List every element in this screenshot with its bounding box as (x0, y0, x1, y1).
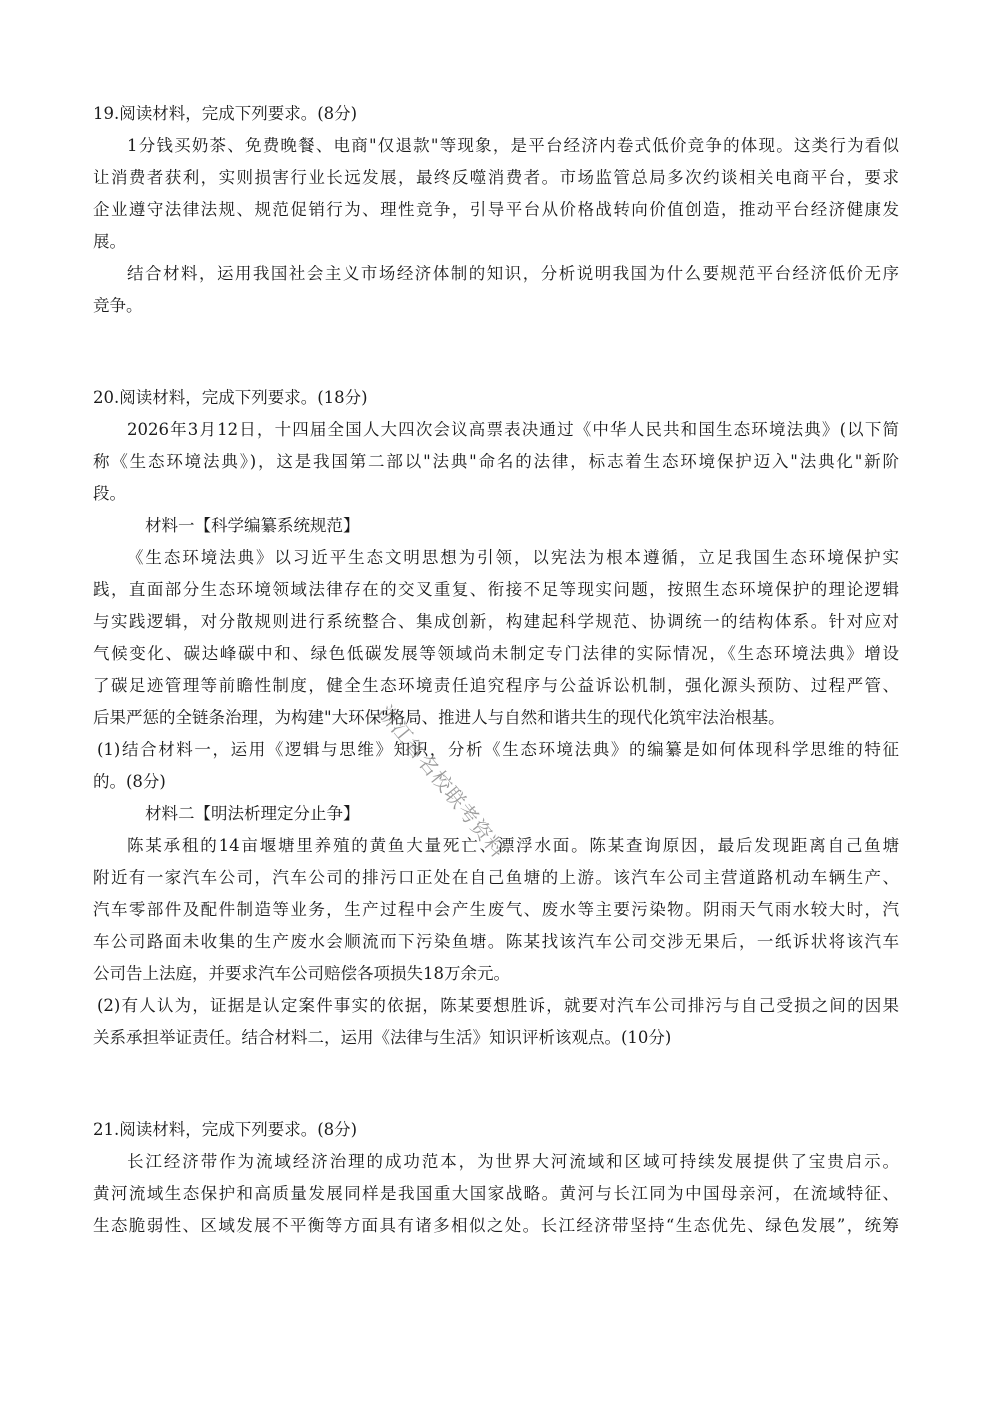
material-1-line: 践，直面部分生态环境领域法律存在的交叉重复、衔接不足等现实问题，按照生态环境保护的理论逻辑 (93, 580, 899, 599)
q20-intro-line: 2026年3月12日，十四届全国人大四次会议高票表决通过《中华人民共和国生态环境法典》(以下简 (127, 420, 899, 439)
material-2-line: 陈某承租的14亩堰塘里养殖的黄鱼大量死亡、漂浮水面。陈某查询原因，最后发现距离自己鱼塘 (127, 836, 899, 855)
material-1-heading: 材料一【科学编纂系统规范】 (145, 516, 360, 535)
material-2-heading: 材料二【明法析理定分止争】 (145, 804, 360, 823)
material-2-line: 公司告上法庭，并要求汽车公司赔偿各项损失18万余元。 (93, 964, 510, 983)
material-1-line: 气候变化、碳达峰碳中和、绿色低碳发展等领域尚未制定专门法律的实际情况，《生态环境法典》增设 (93, 644, 899, 663)
material-2-line: 附近有一家汽车公司，汽车公司的排污口正处在自己鱼塘的上游。该汽车公司主营道路机动车辆生产、 (93, 868, 899, 887)
q19-paragraph-line: 企业遵守法律法规、规范促销行为、理性竞争，引导平台从价格战转向价值创造，推动平台经济健康发 (93, 200, 899, 219)
diagonal-watermark: 浙江省名校联考资料 (373, 700, 511, 863)
material-2-line: 车公司路面未收集的生产废水会顺流而下污染鱼塘。陈某找该汽车公司交涉无果后，一纸诉状将该汽车 (93, 932, 899, 951)
sub-question-1: 的。(8分) (93, 772, 166, 791)
q20-intro-line: 段。 (93, 484, 126, 503)
material-2-line: 汽车零部件及配件制造等业务，生产过程中会产生废气、废水等主要污染物。阴雨天气雨水较大时，汽 (93, 900, 899, 919)
question-19-title: 19.阅读材料，完成下列要求。(8分) (93, 104, 358, 123)
q19-paragraph-line: 让消费者获利，实则损害行业长远发展，最终反噬消费者。市场监管总局多次约谈相关电商平台，要求 (93, 168, 899, 187)
sub-question-1: (1)结合材料一，运用《逻辑与思维》知识，分析《生态环境法典》的编纂是如何体现科学思维的特征 (97, 740, 899, 759)
q21-paragraph-line: 长江经济带作为流域经济治理的成功范本，为世界大河流域和区域可持续发展提供了宝贵启示。 (127, 1152, 899, 1171)
sub-question-2: 关系承担举证责任。结合材料二，运用《法律与生活》知识评析该观点。(10分) (93, 1028, 672, 1047)
material-1-line: 后果严惩的全链条治理，为构建"大环保"格局、推进人与自然和谐共生的现代化筑牢法治根基。 (93, 708, 785, 727)
q19-task-line: 竞争。 (93, 296, 143, 315)
material-1-line: 与实践逻辑，对分散规则进行系统整合、集成创新，构建起科学规范、协调统一的结构体系。针对应对 (93, 612, 899, 631)
question-20-title: 20.阅读材料，完成下列要求。(18分) (93, 388, 368, 407)
q20-intro-line: 称《生态环境法典》)，这是我国第二部以"法典"命名的法律，标志着生态环境保护迈入"法典化"新阶 (93, 452, 899, 471)
question-21-title: 21.阅读材料，完成下列要求。(8分) (93, 1120, 358, 1139)
q21-paragraph-line: 生态脆弱性、区域发展不平衡等方面具有诸多相似之处。长江经济带坚持“生态优先、绿色发展”，统筹 (93, 1216, 899, 1235)
q19-paragraph-line: 1分钱买奶茶、免费晚餐、电商"仅退款"等现象，是平台经济内卷式低价竞争的体现。这类行为看似 (127, 136, 899, 155)
q19-paragraph-line: 展。 (93, 232, 126, 251)
material-1-line: 《生态环境法典》以习近平生态文明思想为引领，以宪法为根本遵循，立足我国生态环境保护实 (127, 548, 899, 567)
sub-question-2: (2)有人认为，证据是认定案件事实的依据，陈某要想胜诉，就要对汽车公司排污与自己受损之间的因果 (97, 996, 899, 1015)
q19-task-line: 结合材料，运用我国社会主义市场经济体制的知识，分析说明我国为什么要规范平台经济低价无序 (127, 264, 899, 283)
q21-paragraph-line: 黄河流域生态保护和高质量发展同样是我国重大国家战略。黄河与长江同为中国母亲河，在流域特征、 (93, 1184, 899, 1203)
material-1-line: 了碳足迹管理等前瞻性制度，健全生态环境责任追究程序与公益诉讼机制，强化源头预防、过程严管、 (93, 676, 899, 695)
